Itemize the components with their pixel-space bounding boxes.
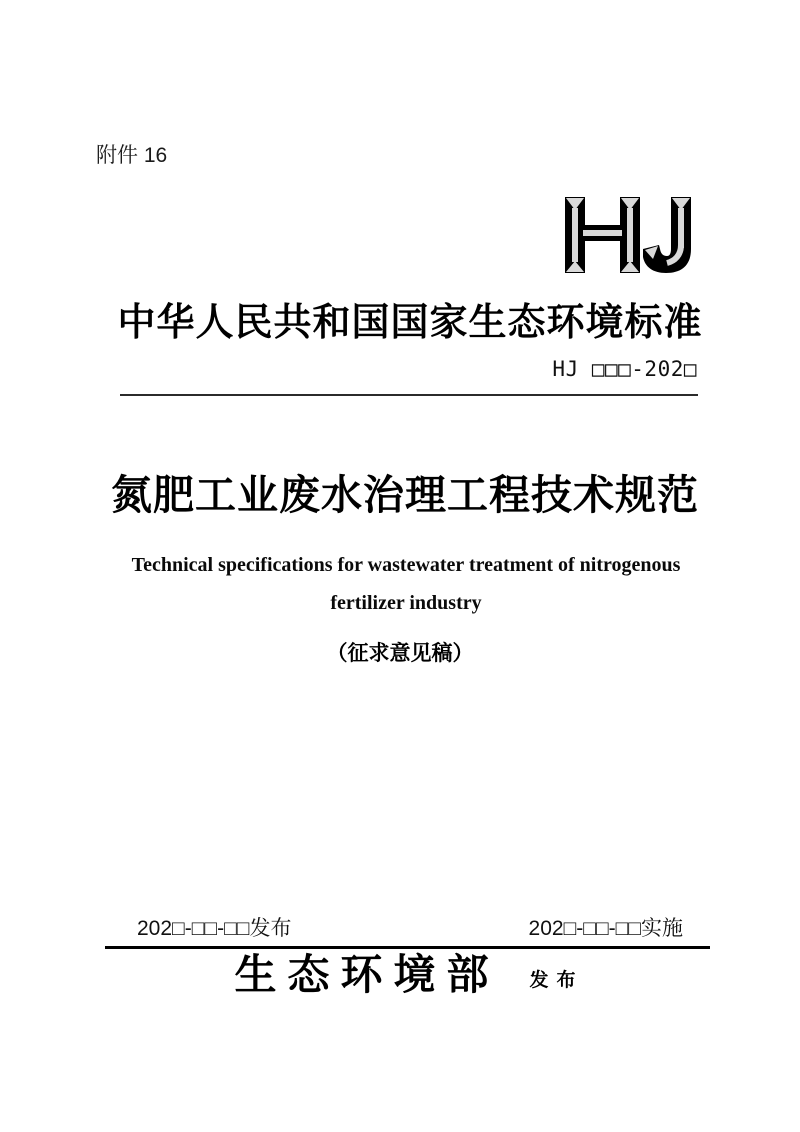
- document-title-en-line1: Technical specifications for wastewater treatment of nitrogenous: [131, 554, 681, 576]
- document-title-zh: 氮肥工业废水治理工程技术规范: [111, 472, 699, 518]
- national-standard-heading: 中华人民共和国国家生态环境标准: [117, 302, 703, 344]
- footer-divider-line: [105, 946, 710, 949]
- issuer-row: [18, 954, 800, 998]
- release-date: 202□-□□-□□发布: [137, 917, 292, 940]
- document-title-en-line2: fertilizer industry: [330, 592, 482, 614]
- issued-by-label: 发布: [529, 970, 584, 992]
- standard-number: HJ □□□-202□: [552, 357, 697, 381]
- attachment-number-label: 附件 16: [96, 144, 168, 167]
- hj-logo-icon: [565, 197, 693, 273]
- ministry-name: 生态环境部: [234, 953, 500, 999]
- hj-logo: [565, 197, 693, 273]
- draft-for-comments-note: （征求意见稿）: [326, 642, 474, 665]
- header-divider-line: [120, 394, 698, 396]
- implementation-date: 202□-□□-□□实施: [528, 917, 683, 940]
